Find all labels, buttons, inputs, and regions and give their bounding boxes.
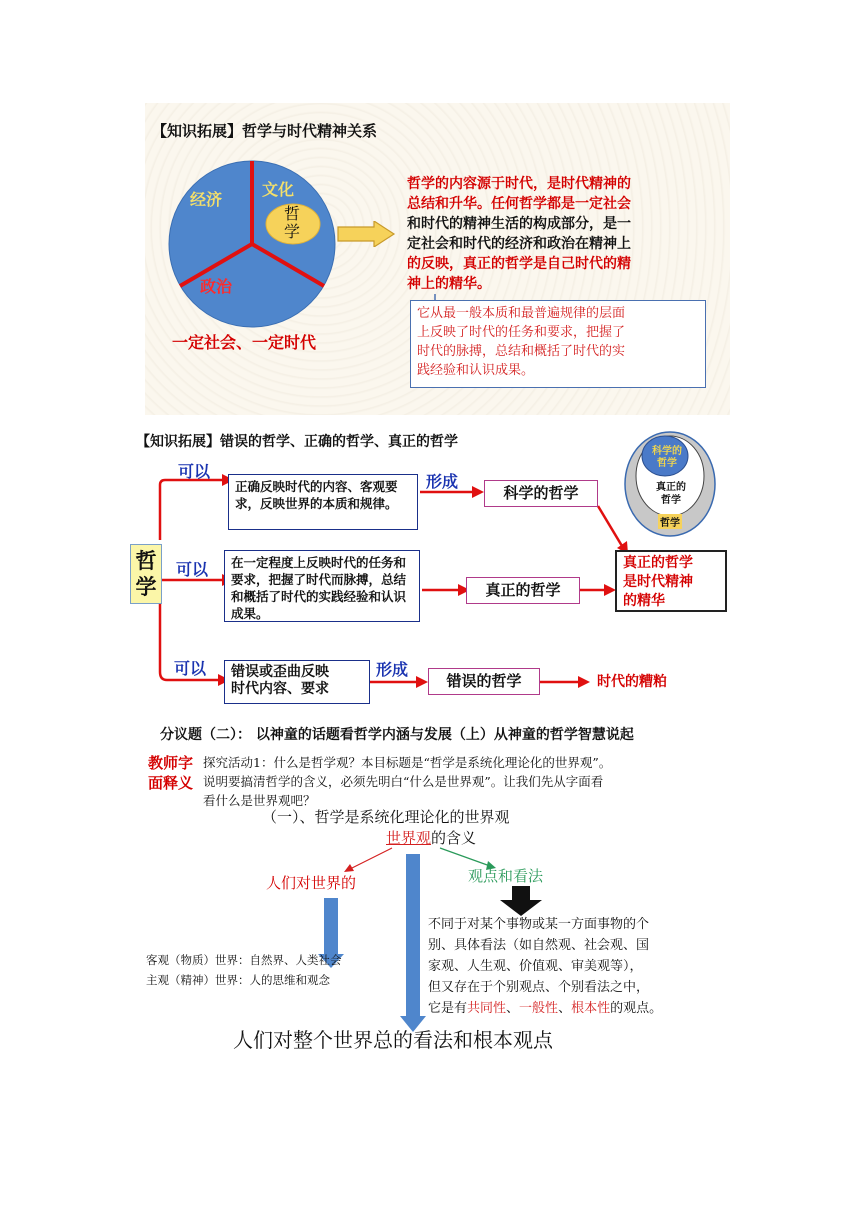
- explain-line-4: 但又存在于个别观点、个别看法之中，: [428, 980, 650, 995]
- venn-middle-line2: 哲学: [661, 495, 681, 506]
- teacher-label: [148, 753, 193, 793]
- can-label-1: 可以: [178, 462, 211, 481]
- explain-suffix: 的观点。: [610, 1001, 663, 1016]
- text-line-6: 神上的精华。: [407, 276, 491, 292]
- callout-line-1: 它从最一般本质和最普遍规律的层面: [417, 306, 626, 321]
- true-philosophy-box: 真正的哲学: [466, 577, 580, 604]
- worldview-suffix: 的含义: [431, 829, 477, 847]
- philosophy-root: 哲学: [130, 544, 162, 604]
- views-label: 观点和看法: [468, 867, 544, 885]
- venn-inner-line2: 哲学: [657, 458, 677, 469]
- spirit-essence-box: [615, 550, 727, 612]
- section2-title-text: 【知识拓展】错误的哲学、正确的哲学、真正的哲学: [136, 434, 458, 450]
- intro-text: [203, 753, 723, 810]
- intro-line-1: 探究活动1：什么是哲学观？本目标题是“哲学是系统化理论化的世界观”。: [203, 755, 612, 770]
- text-line-5: 的反映，真正的哲学是自己时代的精: [407, 256, 631, 272]
- commonality-term: 共同性: [467, 1001, 507, 1016]
- philosophy-spirit-text: [407, 174, 697, 294]
- wrong-box-line1: 错误或歪曲反映: [231, 664, 329, 680]
- teacher-label-line1: 教师字: [148, 754, 194, 772]
- venn-inner-line1: 科学的: [652, 446, 682, 457]
- explain-prefix: 它是有: [428, 1001, 468, 1016]
- can-label-3: 可以: [174, 659, 207, 678]
- callout-line-3: 时代的脉搏，总结和概括了时代的实: [417, 344, 626, 359]
- wrong-reflection-box: [224, 660, 370, 704]
- pie-label-culture: 文化: [262, 180, 295, 199]
- intro-line-3: 看什么是世界观吧？: [203, 793, 316, 808]
- explain-line-1: 不同于对某个事物或某一方面事物的个: [428, 917, 650, 932]
- generality-term: 一般性: [519, 1001, 559, 1016]
- venn-outer-label: 哲学: [658, 514, 682, 529]
- form-label-2: 形成: [376, 660, 409, 679]
- wrong-box-line2: 时代内容、要求: [231, 681, 329, 697]
- essence-line-2: 是时代精神: [623, 574, 693, 590]
- venn-inner-label: [651, 446, 683, 470]
- venn-middle-label: [653, 481, 689, 507]
- callout-box: [410, 300, 706, 388]
- sub-topic-title: 分议题（二）： 以神童的话题看哲学内涵与发展（上）从神童的哲学智慧说起: [160, 727, 634, 743]
- explain-line-3: 家观、人生观、价值观、审美观等），: [428, 959, 643, 974]
- separator-2: 、: [558, 1001, 572, 1016]
- section1-title: 【知识拓展】哲学与时代精神关系: [152, 122, 378, 140]
- text-line-4: 定社会和时代的经济和政治在精神上: [407, 236, 631, 252]
- fundamental-term: 根本性: [571, 1001, 611, 1016]
- section-subtitle: （一）、哲学是系统化理论化的世界观: [262, 808, 510, 826]
- text-line-3: 和时代的精神生活的构成部分，是一: [407, 216, 631, 232]
- pie-philosophy-line1: 哲: [284, 204, 301, 223]
- form-label-1: 形成: [426, 472, 459, 491]
- callout-line-4: 践经验和认识成果。: [417, 363, 535, 378]
- explain-line-2: 别、具体看法（如自然观、社会观、国: [428, 938, 650, 953]
- world-types: [146, 950, 342, 990]
- objective-world: 客观（物质）世界：自然界、人类社会: [146, 953, 342, 967]
- text-line-1: 哲学的内容源于时代，是时代精神的: [407, 176, 631, 192]
- worldview-term: 世界观: [386, 829, 432, 847]
- callout-line-2: 上反映了时代的任务和要求，把握了: [417, 325, 626, 340]
- pie-label-philosophy: [284, 205, 300, 241]
- venn-middle-line1: 真正的: [656, 482, 686, 493]
- pie-label-economy: 经济: [190, 190, 223, 209]
- scientific-philosophy-box: 科学的哲学: [484, 480, 598, 507]
- pie-philosophy-line2: 学: [284, 222, 301, 241]
- intro-line-2: 说明要搞清哲学的含义，必须先明白“什么是世界观”。让我们先从字面看: [203, 774, 604, 789]
- people-world-label: 人们对世界的: [266, 874, 357, 892]
- right-arrow-icon: [336, 221, 396, 247]
- dross-label: 时代的糟粕: [597, 674, 667, 690]
- text-line-2: 总结和升华。任何哲学都是一定社会: [407, 196, 631, 212]
- separator-1: 、: [506, 1001, 520, 1016]
- pie-label-politics: 政治: [200, 277, 233, 296]
- explain-line-5: [428, 998, 724, 1019]
- subjective-world: 主观（精神）世界：人的思维和观念: [146, 973, 330, 987]
- essence-line-3: 的精华: [623, 593, 665, 609]
- views-explanation: [428, 914, 724, 1019]
- teacher-label-line2: 面释义: [148, 774, 194, 792]
- worldview-conclusion: 人们对整个世界总的看法和根本观点: [233, 1028, 553, 1052]
- pie-caption: 一定社会、一定时代: [172, 333, 317, 352]
- wrong-philosophy-box: 错误的哲学: [428, 668, 540, 695]
- can-label-2: 可以: [176, 560, 209, 579]
- correct-reflection-box: 正确反映时代的内容、客观要求，反映世界的本质和规律。: [228, 474, 418, 530]
- essence-line-1: 真正的哲学: [623, 555, 693, 571]
- partial-reflection-box: 在一定程度上反映时代的任务和要求，把握了时代而脉搏，总结和概括了时代的实践经验和认识成果。: [224, 550, 420, 622]
